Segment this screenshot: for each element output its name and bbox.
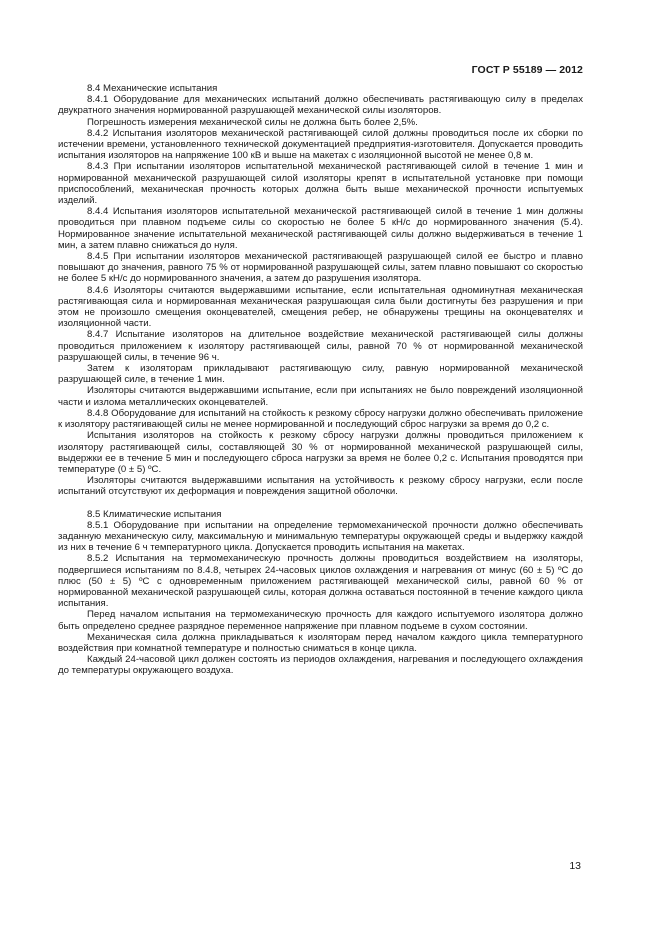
paragraph: 8.4.1 Оборудование для механических испытаний должно обеспечивать растягивающую силу в пределах двукратного значения нормированной разрушающей механической силы изоляторов.	[58, 94, 583, 117]
standard-header: ГОСТ Р 55189 — 2012	[471, 64, 583, 76]
paragraph: Механическая сила должна прикладываться к изоляторам перед началом каждого цикла температурного воздействия при комнатной температуре и полностью сниматься в конце цикла.	[58, 631, 583, 654]
paragraph: 8.4.6 Изоляторы считаются выдержавшими испытание, если испытательная одноминутная механическая растягивающая сила и нормированная механическая разрушающая сила были достигнуты без разрушения и при этом не произошло смещения оконцевателей, смещения ребер, не обнаружены трещины на оконцевателях и изоляционной части.	[58, 284, 583, 330]
paragraph: 8.5.1 Оборудование при испытании на определение термомеханической прочности должно обеспечивать заданную механическую силу, максимальную и минимальную температуры окружающей среды и выдержку каждой из них в течение 6 ч температурного цикла. Допускается проводить испытания на макетах.	[58, 519, 583, 554]
section-climatic-tests	[58, 509, 583, 677]
page-number: 13	[569, 860, 581, 872]
section-heading: 8.5 Климатические испытания	[87, 508, 222, 520]
section-heading: 8.4 Механические испытания	[87, 83, 218, 94]
paragraph: 8.4.2 Испытания изоляторов механической растягивающей силой должны проводиться после их сборки по истечении времени, установленного технической документацией предприятия-изготовителя. Допускается проводить испытания изоляторов на напряжение 100 кВ и выше на макетах с изоляционной высотой не менее 0,8 м.	[58, 127, 583, 162]
paragraph: 8.5.2 Испытания на термомеханическую прочность должны проводиться воздействием на изоляторы, подвергшиеся испытаниям по 8.4.8, четырех 24-часовых циклов охлаждения и нагревания от минус (60 ± 5) ºС до плюс (50 ± 5) ºС с одновременным приложением растягивающей механической силы, равной 60 % от нормированной механической разрушающей силы, которая должна оставаться постоянной в течение каждого цикла испытания.	[58, 553, 583, 610]
paragraph: 8.4.3 При испытании изоляторов испытательной механической растягивающей силой в течение 1 мин и нормированной механической разрушающей силой изоляторы крепят в испытательной установке при помощи приспособлений, механическая прочность которых должна быть выше механической прочности испытуемых изделий.	[58, 161, 583, 207]
paragraph: Изоляторы считаются выдержавшими испытания на устойчивость к резкому сбросу нагрузки, если после испытаний отсутствуют их деформация и повреждения защитной оболочки.	[58, 475, 583, 498]
section-spacer	[58, 498, 583, 509]
paragraph: Погрешность измерения механической силы не должна быть более 2,5%.	[87, 116, 418, 128]
paragraph: Каждый 24-часовой цикл должен состоять из периодов охлаждения, нагревания и последующего охлаждения до температуры окружающего воздуха.	[58, 654, 583, 677]
paragraph: Затем к изоляторам прикладывают растягивающую силу, равную нормированной механической разрушающей силе, в течение 1 мин.	[58, 363, 583, 386]
document-body	[58, 83, 583, 677]
section-mechanical-tests	[58, 83, 583, 498]
paragraph: Испытания изоляторов на стойкость к резкому сбросу нагрузки должны проводиться приложением к изолятору растягивающей силы, составляющей 30 % от нормированной механической разрушающей силы, выдержки ее в течение 5 мин и последующего сброса нагрузки за время не более 0,2 с. Испытания проводятся при температуре (0 ± 5) ºС.	[58, 430, 583, 475]
paragraph: 8.4.7 Испытание изоляторов на длительное воздействие механической растягивающей силы должны проводиться приложением к изолятору растягивающей силы, равной 70 % от нормированной механической разрушающей силы, в течение 96 ч.	[58, 329, 583, 363]
paragraph: 8.4.5 При испытании изоляторов механической растягивающей разрушающей силой ее быстро и плавно повышают до значения, равного 75 % от нормированной разрушающей силы, затем плавно повышают со скоростью не более 5 кН/с до нормированного значения, а затем до разрушения изолятора.	[58, 251, 583, 285]
paragraph: 8.4.8 Оборудование для испытаний на стойкость к резкому сбросу нагрузки должно обеспечивать приложение к изолятору растягивающей силы не менее нормированной и последующий сброс нагрузки за время до 0,2 с.	[58, 407, 583, 431]
paragraph: Перед началом испытания на термомеханическую прочность для каждого испытуемого изолятора должно быть определено среднее разрядное переменное напряжение при плавном подъеме в сухом состоянии.	[58, 609, 583, 632]
paragraph: Изоляторы считаются выдержавшими испытание, если при испытаниях не было повреждений изоляционной части и излома металлических оконцевателей.	[58, 385, 583, 408]
paragraph: 8.4.4 Испытания изоляторов испытательной механической растягивающей силой в течение 1 мин должны проводиться при плавном подъеме силы со скоростью не более 5 кН/с до нормированного значения (5.4). Нормированное значение испытательной механической растягивающей силы должно выдерживаться в течение 1 мин, а затем плавно снижаться до нуля.	[58, 206, 583, 251]
